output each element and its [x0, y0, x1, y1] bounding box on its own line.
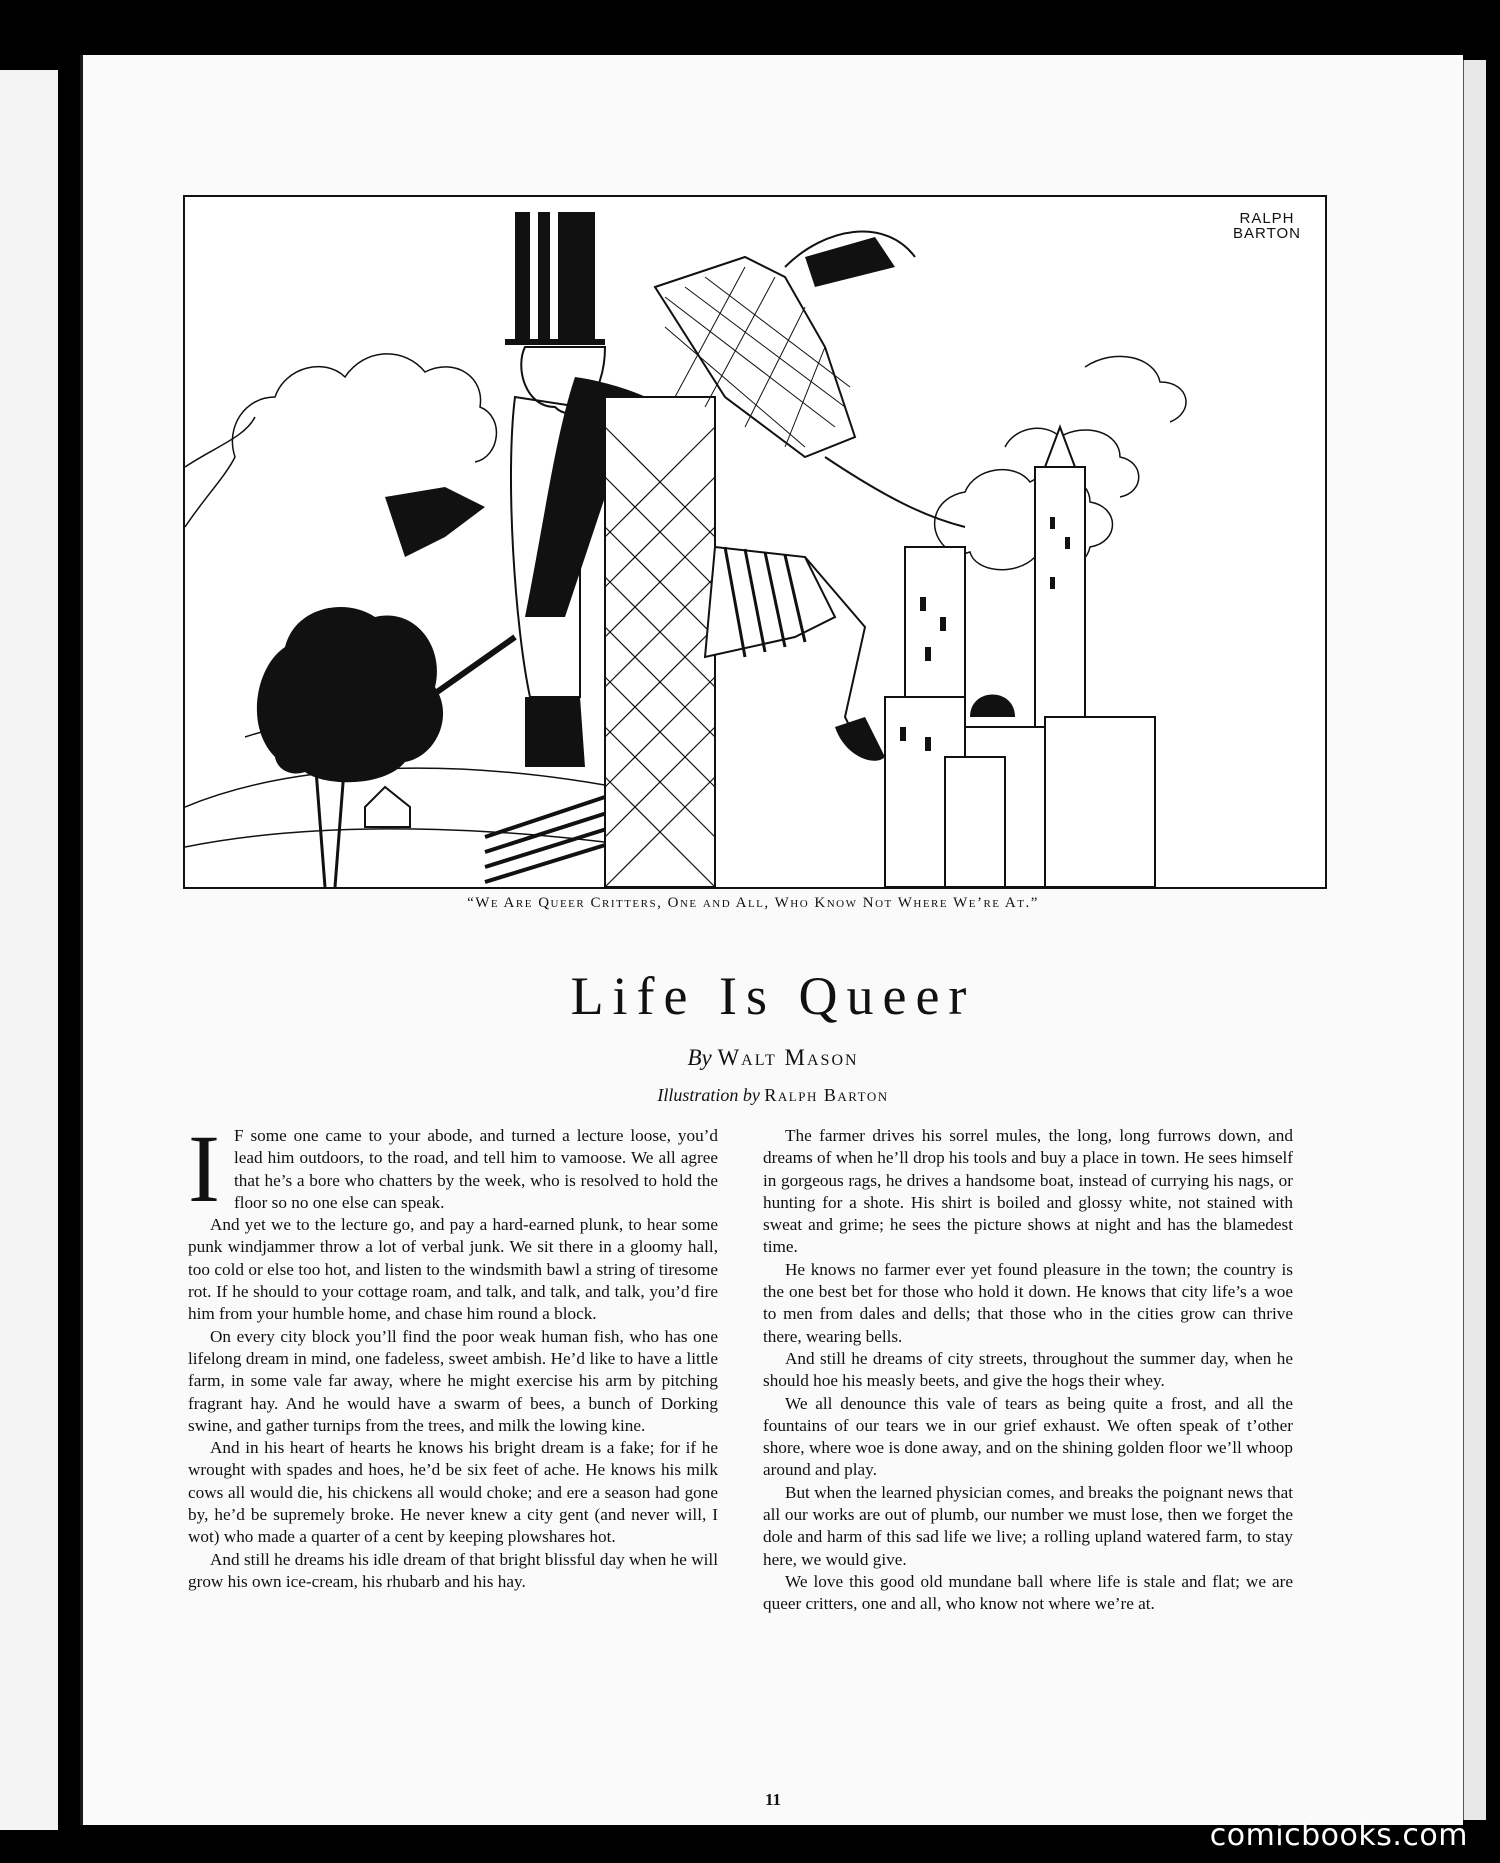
- illustration-caption: “We Are Queer Critters, One and All, Who Know Not Where We’re At.”: [467, 895, 1039, 911]
- credit-prefix: Illustration by: [657, 1085, 760, 1105]
- paragraph: And still he dreams his idle dream of that bright blissful day when he will grow his own ice-cream, his rhubarb and his hay.: [188, 1549, 718, 1591]
- paragraph: We all denounce this vale of tears as being quite a frost, and all the fountains of our tears we in our grief exhaust. We often speak of t’other shore, where woe is done away, and on the shining golden floor we’ll whoop around and play.: [763, 1393, 1293, 1480]
- paragraph: The farmer drives his sorrel mules, the long, long furrows down, and dreams of when he’ll drop his tools and buy a place in town. He sees himself in gorgeous rags, he drives a handsome boat, instead of currying his nags, or hunting for a shote. His shirt is boiled and glossy white, not stained with sweat and grime; he sees the picture shows at night and has the blamedest time.: [763, 1126, 1293, 1257]
- paragraph: And yet we to the lecture go, and pay a hard-earned plunk, to hear some punk windjammer throw a lot of verbal junk. We sit there in a gloomy hall, too cold or else too hot, and listen to the windsmith bawl a string of tiresome rot. If he should to your cottage roam, and talk, and talk, and talk, you’d fire him from your humble home, and chase him round a block.: [188, 1215, 718, 1324]
- cartoon-drawing: [185, 197, 1325, 887]
- artist-signature: [1233, 211, 1301, 241]
- paragraph: We love this good old mundane ball where life is stale and flat; we are queer critters, one and all, who know not where we’re at.: [763, 1571, 1293, 1614]
- facing-page-edge: [0, 70, 58, 1830]
- site-watermark: comicbooks.com: [1209, 1818, 1468, 1853]
- illustration-credit: [83, 1085, 1463, 1106]
- paragraph-text: F some one came to your abode, and turned a lecture loose, you’d lead him outdoors, to the road, and tell him to vamoose. We all agree that he’s a bore who chatters by the week, who is resolved to hold the floor so no one else can speak.: [233, 1126, 718, 1212]
- cartoon-illustration: [183, 195, 1327, 889]
- page-binding-edge: [1462, 60, 1486, 1820]
- byline-prefix: By: [687, 1045, 712, 1070]
- drop-cap: I: [188, 1115, 220, 1222]
- signature-line-2: BARTON: [1233, 225, 1301, 242]
- magazine-page: [80, 55, 1463, 1825]
- paragraph: On every city block you’ll find the poor weak human fish, who has one lifelong dream in mind, one fadeless, sweet ambish. He’d like to have a little farm, in some vale far away, where he might exercise his arm by pitching fragrant hay. And he would have a swarm of bees, a bunch of Dorking swine, and gather turnips from the trees, and milk the lowing kine.: [188, 1326, 718, 1435]
- signature-line-1: RALPH: [1239, 210, 1295, 227]
- illustrator-name: Ralph Barton: [764, 1085, 889, 1105]
- text-column-left: [188, 1115, 718, 1593]
- text-column-right: [763, 1125, 1293, 1616]
- paragraph: And still he dreams of city streets, throughout the summer day, when he should hoe his measly beets, and give the hogs their whey.: [763, 1348, 1293, 1391]
- byline: [83, 1045, 1463, 1071]
- paragraph: He knows no farmer ever yet found pleasure in the town; the country is the one best bet for those who hold it down. He knows that city life’s a woe to men from dales and dells; that those who in the cities grow can thrive there, wearing bells.: [763, 1259, 1293, 1346]
- paragraph: But when the learned physician comes, and breaks the poignant news that all our works are out of plumb, our number we must lose, then we forget the dole and harm of this sad life we live; a rolling upland watered farm, to stay here, we would give.: [763, 1482, 1293, 1569]
- page-number: 11: [764, 1790, 782, 1809]
- paragraph: [188, 1115, 718, 1222]
- paragraph: And in his heart of hearts he knows his bright dream is a fake; for if he wrought with spades and hoes, he’d be six feet of ache. He knows his milk cows all would die, his chickens all would choke; and ere a season had gone by, he’d be supremely broke. He never knew a city gent (and never will, I wot) who made a quarter of a cent by keeping plowshares hot.: [188, 1438, 718, 1547]
- author-name: Walt Mason: [717, 1045, 859, 1070]
- article-title: Life Is Queer: [570, 966, 976, 1026]
